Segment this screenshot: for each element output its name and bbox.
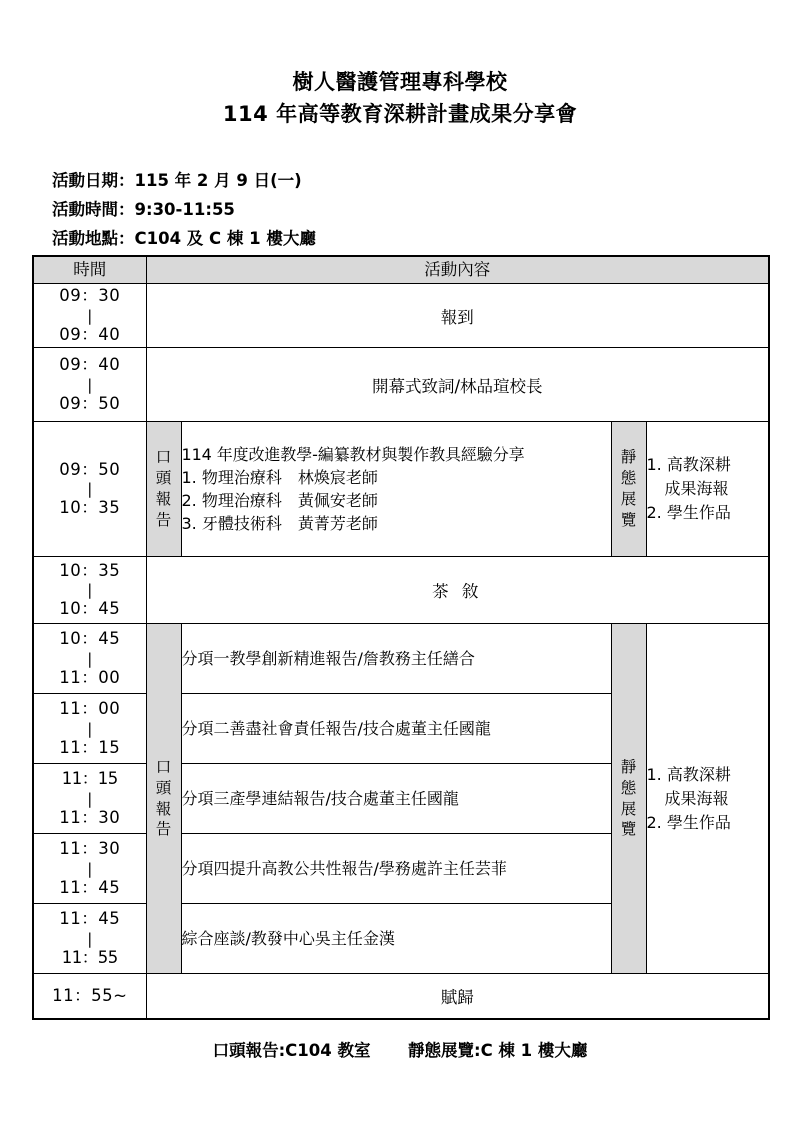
time-cell bbox=[33, 764, 146, 834]
table-row bbox=[33, 422, 769, 557]
oral-label-char-3: 報 bbox=[155, 490, 172, 508]
exhibit-content bbox=[646, 624, 769, 974]
time-dash: | bbox=[87, 375, 93, 394]
exhibit-label-char-4: 覽 bbox=[620, 820, 637, 839]
footer-note bbox=[0, 1037, 800, 1061]
time-start: 11：45 bbox=[59, 909, 121, 928]
time-cell bbox=[33, 834, 146, 904]
oral-label-char-3: 報 bbox=[155, 799, 172, 818]
exhibit-label-char-4: 覽 bbox=[620, 510, 637, 529]
time-end: 11：00 bbox=[59, 667, 121, 687]
time-start: 09：40 bbox=[59, 355, 121, 374]
time-end: 11：55 bbox=[61, 947, 118, 967]
table-row bbox=[33, 624, 769, 694]
meta-date: 活動日期：115 年 2 月 9 日(一) bbox=[52, 171, 302, 190]
activity-content: 報到 bbox=[146, 284, 769, 348]
event-meta bbox=[52, 166, 752, 253]
time-dash: | bbox=[87, 581, 93, 599]
header-content: 活動內容 bbox=[146, 256, 769, 284]
time-dash: | bbox=[87, 649, 93, 668]
time-end: 11：15 bbox=[59, 737, 121, 757]
activity-content bbox=[181, 422, 611, 557]
time-cell bbox=[33, 624, 146, 694]
exhibit-content bbox=[646, 422, 769, 557]
oral-label-char-2: 頭 bbox=[155, 469, 172, 488]
time-cell bbox=[33, 904, 146, 974]
table-header-row bbox=[33, 256, 769, 284]
oral-label-char-1: 口 bbox=[155, 448, 172, 467]
table-row bbox=[33, 284, 769, 348]
time-start: 09：30 bbox=[59, 286, 121, 305]
time-cell bbox=[33, 422, 146, 557]
exhibit-label-char-2: 態 bbox=[620, 778, 637, 797]
exhibit-label-char-2: 態 bbox=[620, 469, 637, 488]
time-end: 10：45 bbox=[59, 599, 121, 618]
exhibit-item-1-cont: 成果海報 bbox=[664, 788, 729, 808]
label-static-exhibit bbox=[611, 624, 646, 974]
activity-content: 茶 敘 bbox=[146, 557, 769, 624]
title-line-school: 樹人醫護管理專科學校 bbox=[292, 70, 508, 94]
time-dash: | bbox=[87, 306, 93, 325]
time-start: 11：30 bbox=[59, 839, 121, 858]
time-cell bbox=[33, 974, 146, 1020]
table-row bbox=[33, 348, 769, 422]
time-dash: | bbox=[87, 719, 93, 738]
speaker-item: 2. 物理治療科 黃佩安老師 bbox=[181, 491, 378, 510]
time-start: 09：50 bbox=[59, 459, 121, 479]
activity-content: 分項四提升高教公共性報告/學務處許主任芸菲 bbox=[181, 834, 611, 904]
schedule-table bbox=[32, 255, 770, 1020]
footer-oral-location: 口頭報告:C104 教室 bbox=[212, 1041, 371, 1060]
label-oral-report bbox=[146, 624, 181, 974]
exhibit-item-2: 2. 學生作品 bbox=[646, 503, 731, 522]
label-static-exhibit bbox=[611, 422, 646, 557]
time-start: 11：00 bbox=[59, 699, 121, 718]
time-dash: | bbox=[87, 789, 93, 808]
header-time: 時間 bbox=[33, 256, 146, 284]
time-end: 11：30 bbox=[59, 807, 121, 827]
exhibit-label-char-3: 展 bbox=[620, 799, 637, 818]
time-end: 09：50 bbox=[59, 393, 121, 413]
time-cell bbox=[33, 557, 146, 624]
exhibit-item-1: 1. 高教深耕 bbox=[646, 764, 731, 784]
footer-exhibit-location: 靜態展覽:C 棟 1 樓大廳 bbox=[407, 1041, 588, 1060]
table-row bbox=[33, 974, 769, 1020]
title-line-event: 114 年高等教育深耕計畫成果分享會 bbox=[222, 102, 578, 126]
exhibit-item-2: 2. 學生作品 bbox=[646, 812, 731, 832]
time-end: 10：35 bbox=[59, 498, 121, 517]
session-title: 114 年度改進教學-編纂教材與製作教具經驗分享 bbox=[181, 444, 525, 464]
activity-content: 分項一教學創新精進報告/詹教務主任繕合 bbox=[181, 624, 611, 694]
time-start: 11：55~ bbox=[52, 985, 128, 1005]
meta-time: 活動時間：9:30-11:55 bbox=[52, 200, 235, 219]
time-dash: | bbox=[87, 859, 93, 878]
table-row bbox=[33, 557, 769, 624]
meta-location: 活動地點：C104 及 C 棟 1 樓大廳 bbox=[52, 229, 316, 248]
oral-label-char-4: 告 bbox=[155, 510, 172, 529]
exhibit-item-1-cont: 成果海報 bbox=[664, 479, 729, 498]
oral-label-char-2: 頭 bbox=[155, 778, 172, 797]
activity-content: 分項二善盡社會責任報告/技合處董主任國龍 bbox=[181, 694, 611, 764]
exhibit-label-char-1: 靜 bbox=[620, 448, 637, 467]
exhibit-item-1: 1. 高教深耕 bbox=[646, 455, 731, 474]
time-end: 11：45 bbox=[59, 877, 121, 897]
time-start: 11：15 bbox=[61, 769, 118, 788]
time-cell bbox=[33, 694, 146, 764]
time-start: 10：35 bbox=[59, 560, 121, 580]
time-cell bbox=[33, 348, 146, 422]
time-dash: | bbox=[87, 929, 93, 948]
speaker-item: 3. 牙體技術科 黃菁芳老師 bbox=[181, 514, 378, 534]
activity-content: 開幕式致詞/林品瑄校長 bbox=[146, 348, 769, 422]
activity-content: 賦歸 bbox=[146, 974, 769, 1020]
speaker-item: 1. 物理治療科 林煥宸老師 bbox=[181, 467, 378, 487]
document-title bbox=[0, 66, 800, 130]
time-start: 10：45 bbox=[59, 629, 121, 648]
time-cell bbox=[33, 284, 146, 348]
time-end: 09：40 bbox=[59, 324, 121, 344]
activity-content: 綜合座談/教發中心吳主任金漢 bbox=[181, 904, 611, 974]
label-oral-report bbox=[146, 422, 181, 557]
oral-label-char-1: 口 bbox=[155, 757, 172, 776]
activity-content: 分項三產學連結報告/技合處董主任國龍 bbox=[181, 764, 611, 834]
time-dash: | bbox=[87, 480, 93, 498]
exhibit-label-char-1: 靜 bbox=[620, 757, 637, 776]
exhibit-label-char-3: 展 bbox=[620, 490, 637, 508]
oral-label-char-4: 告 bbox=[155, 820, 172, 839]
